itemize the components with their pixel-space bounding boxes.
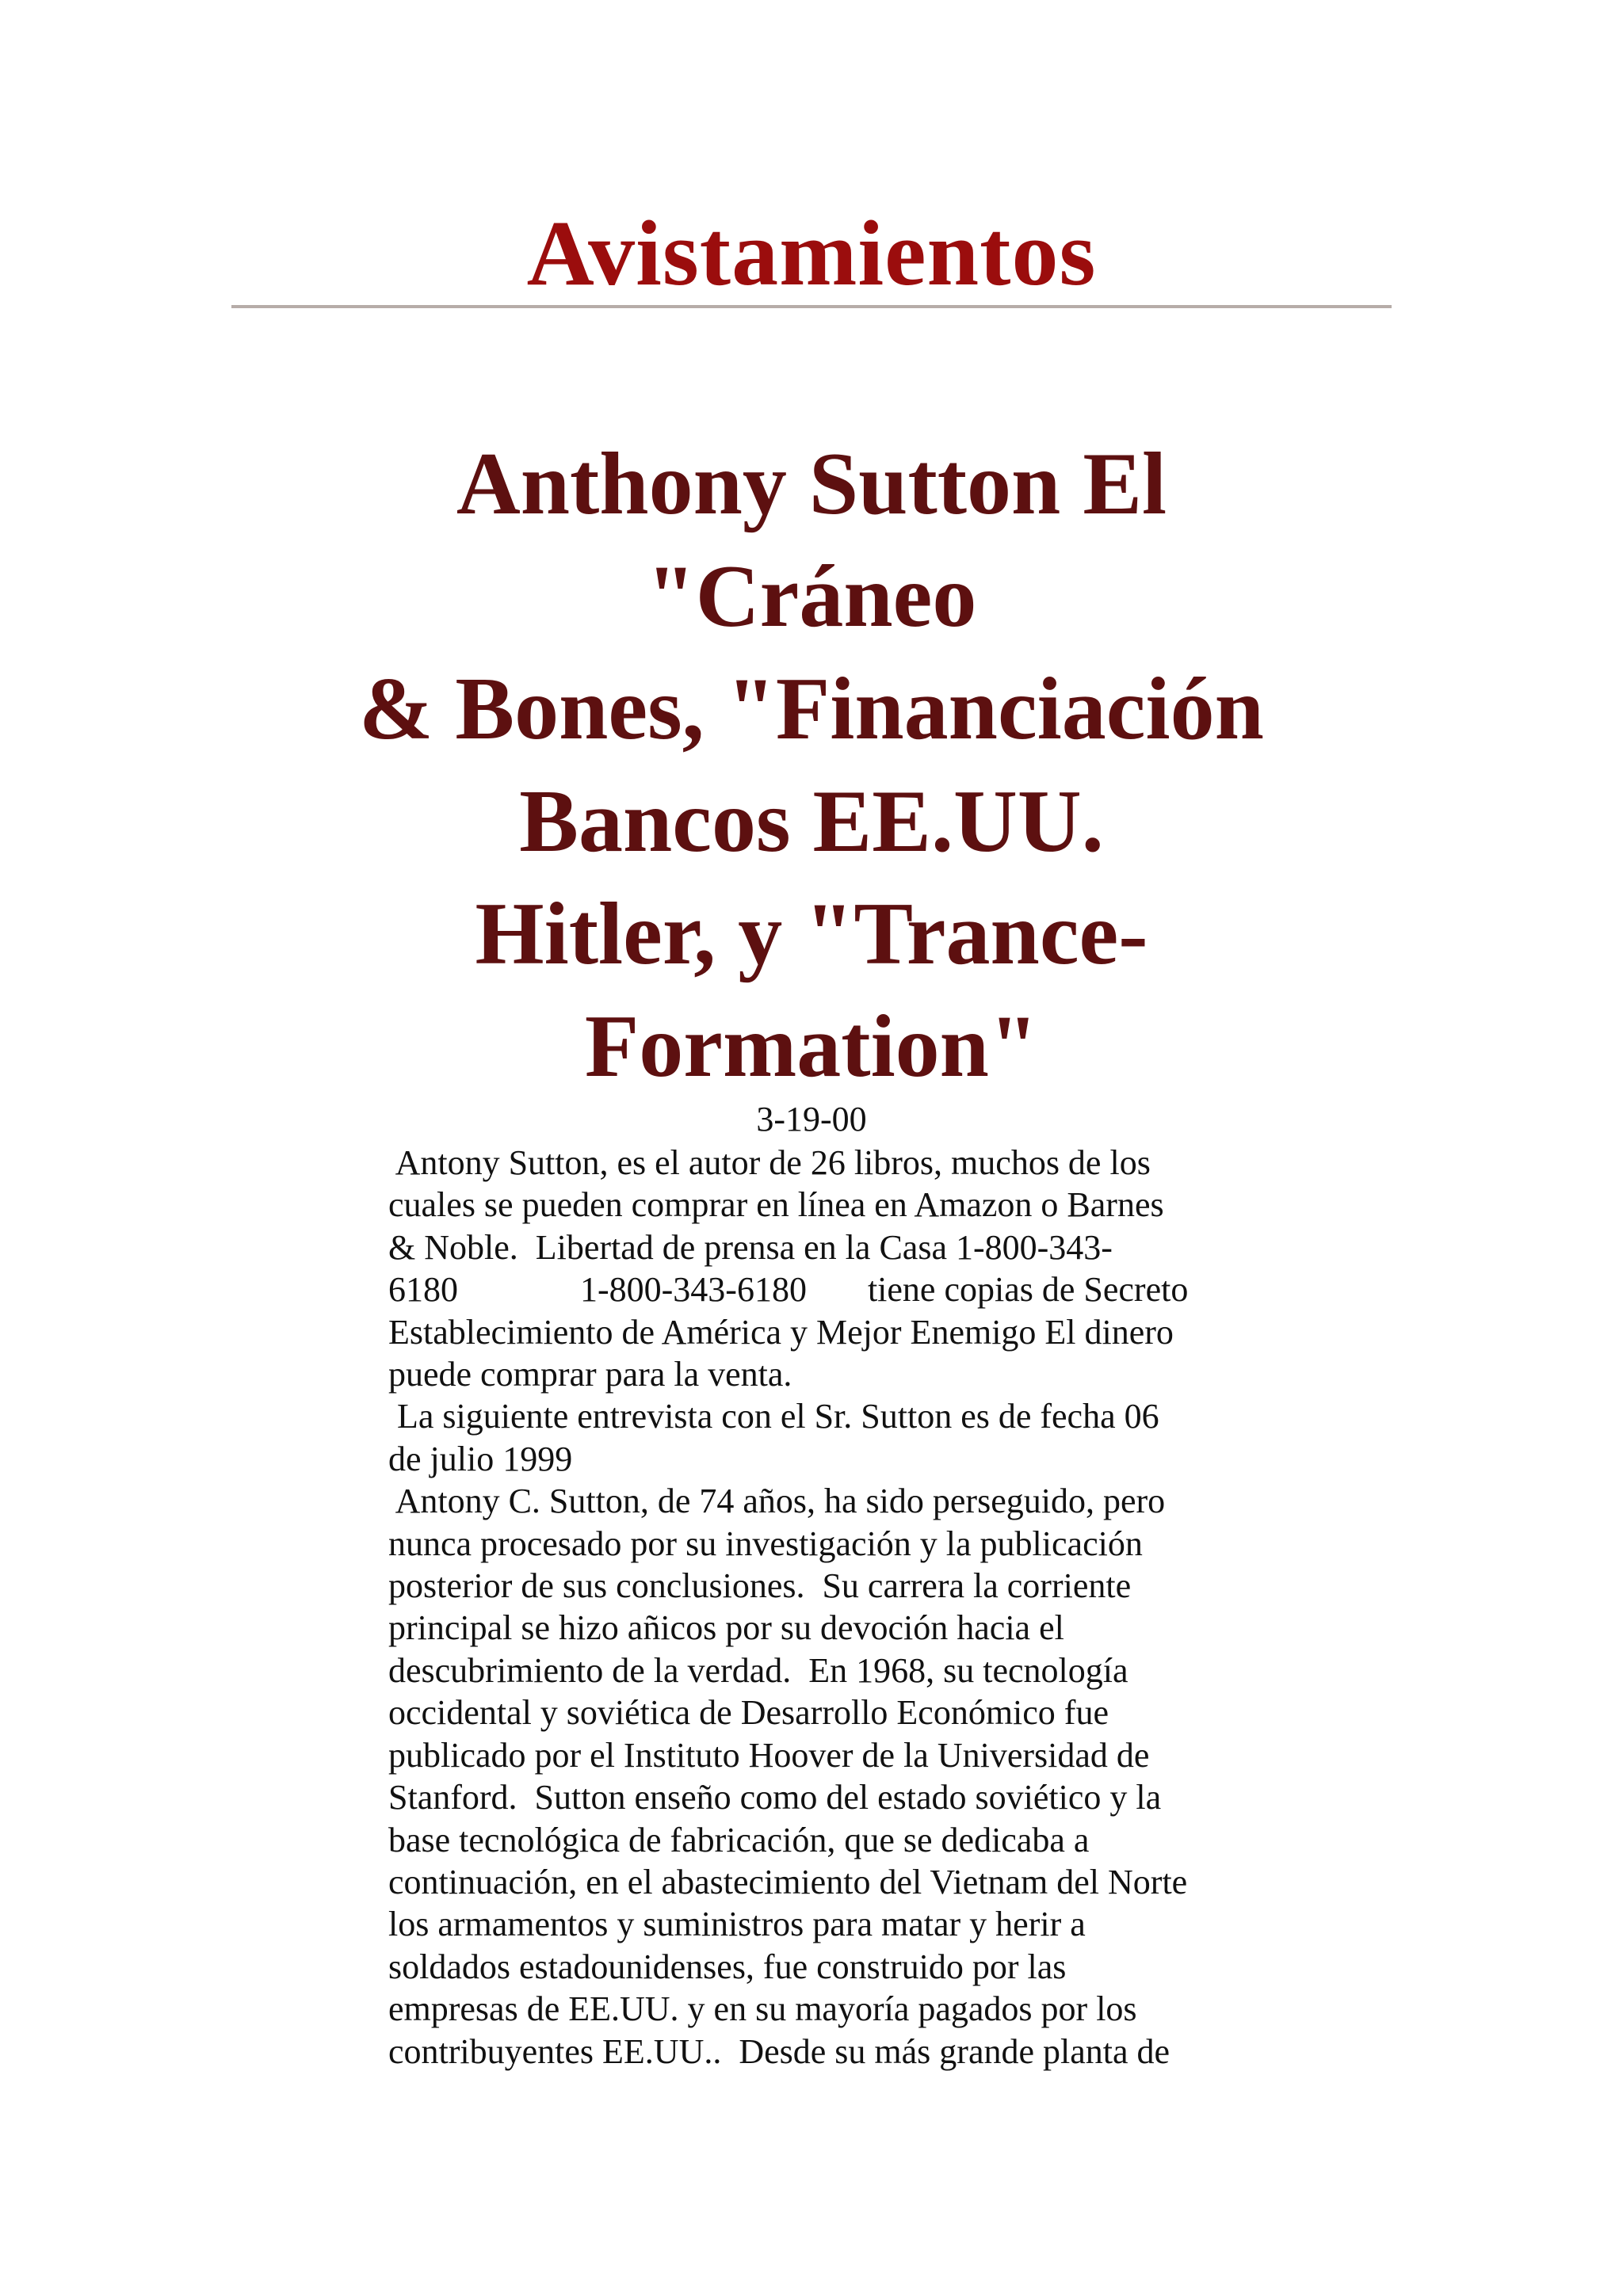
header-divider [231, 305, 1392, 308]
body-line: soldados estadounidenses, fue construido por las [388, 1947, 1067, 1986]
article-title-line: "Cráneo [646, 547, 977, 646]
body-line: & Noble. Libertad de prensa en la Casa 1-800-343- [388, 1227, 1113, 1267]
body-line: publicado por el Instituto Hoover de la Universidad de [388, 1735, 1150, 1775]
body-line: 6180 1-800-343-6180 tiene copias de Secreto [388, 1270, 1189, 1310]
body-line: de julio 1999 [388, 1439, 573, 1478]
body-line: continuación, en el abastecimiento del Vietnam del Norte [388, 1862, 1188, 1901]
body-line: empresas de EE.UU. y en su mayoría pagados por los [388, 1989, 1137, 2029]
article-title-line: Hitler, y "Trance- [475, 885, 1148, 983]
article-title-line: & Bones, "Financiación [359, 660, 1264, 758]
body-line: principal se hizo añicos por su devoción hacia el [388, 1608, 1064, 1648]
body-line: contribuyentes EE.UU.. Desde su más grande planta de [388, 2031, 1170, 2071]
body-line: posterior de sus conclusiones. Su carrera la corriente [388, 1566, 1132, 1606]
body-line: cuales se pueden comprar en línea en Amazon o Barnes [388, 1185, 1164, 1225]
body-line: Stanford. Sutton enseño como del estado soviético y la [388, 1778, 1162, 1817]
article-date: 3-19-00 [756, 1100, 867, 1138]
body-line: Establecimiento de América y Mejor Enemigo El dinero [388, 1312, 1174, 1352]
body-line: nunca procesado por su investigación y la publicación [388, 1524, 1143, 1563]
body-line: La siguiente entrevista con el Sr. Sutton es de fecha 06 [388, 1397, 1159, 1436]
article-body [388, 1142, 1244, 2073]
body-line: descubrimiento de la verdad. En 1968, su tecnología [388, 1650, 1128, 1690]
body-line: los armamentos y suministros para matar y herir a [388, 1905, 1086, 1944]
body-line: Antony Sutton, es el autor de 26 libros, muchos de los [388, 1143, 1151, 1182]
body-line: occidental y soviética de Desarrollo Económico fue [388, 1693, 1109, 1733]
body-line: Antony C. Sutton, de 74 años, ha sido perseguido, pero [388, 1482, 1166, 1521]
page-header-title: Avistamientos [526, 201, 1097, 305]
article-title-line: Formation" [584, 997, 1039, 1096]
article-title-line: Anthony Sutton El [456, 435, 1167, 533]
body-line: puede comprar para la venta. [388, 1355, 792, 1394]
article-title [231, 428, 1392, 1103]
article-title-line: Bancos EE.UU. [519, 772, 1104, 871]
body-line: base tecnológica de fabricación, que se dedicaba a [388, 1820, 1090, 1859]
